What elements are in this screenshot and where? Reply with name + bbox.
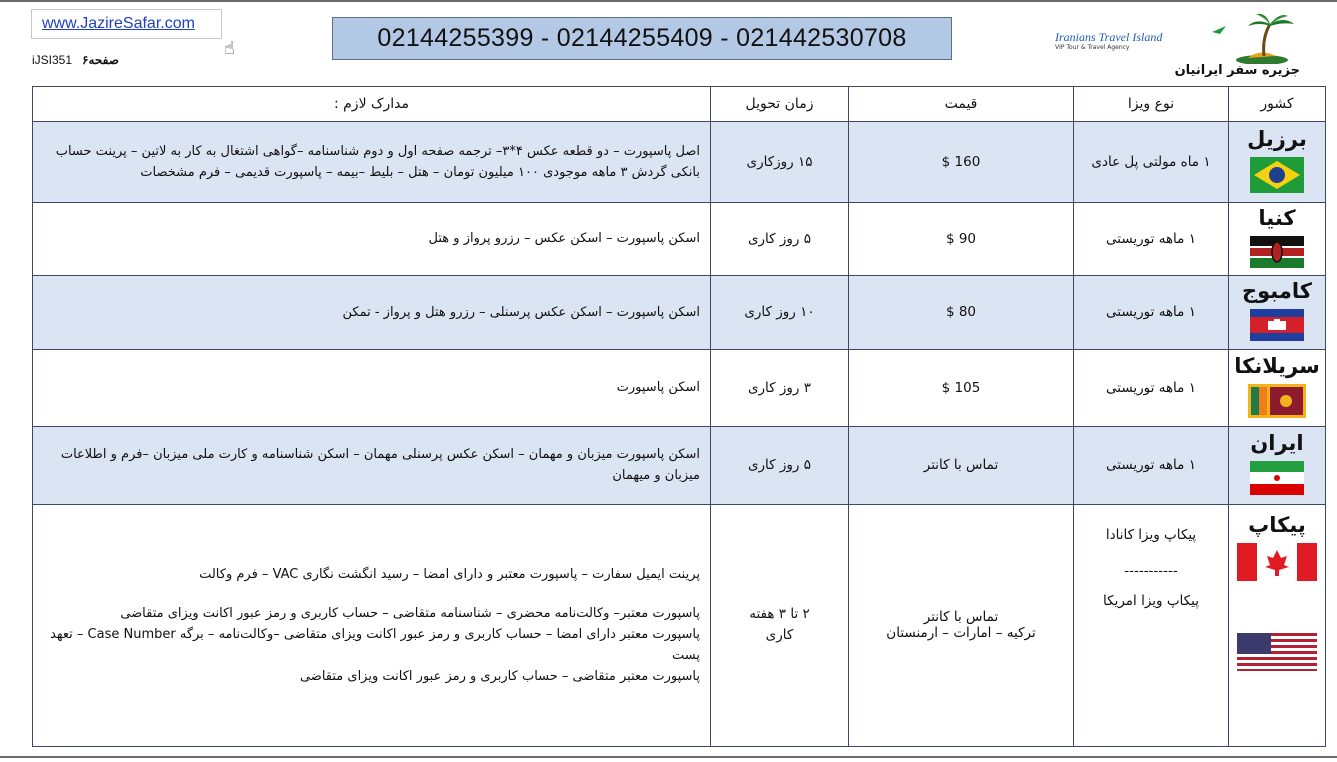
table-row xyxy=(33,276,1326,349)
visa-type-cell: ۱ ماهه توریستی xyxy=(1074,427,1229,504)
hand-cursor-icon: ☝ xyxy=(224,38,235,59)
documents-cell: اسکن پاسپورت – اسکن عکس – رزرو پرواز و هتل xyxy=(33,202,711,275)
usa-flag-icon xyxy=(1237,633,1317,671)
brazil-flag-icon xyxy=(1250,157,1304,193)
phone-numbers: 02144255399 - 02144255409 - 021442530708 xyxy=(332,17,952,60)
visa-type-cell: ۱ ماهه توریستی xyxy=(1074,349,1229,426)
website-link[interactable]: www.JazireSafar.com xyxy=(42,15,195,32)
documents-cell xyxy=(33,504,711,747)
table-header-row xyxy=(33,87,1326,122)
header-country: کشور xyxy=(1229,87,1326,122)
pickup-canada-label: پیکاپ ویزا کانادا xyxy=(1105,526,1197,543)
pickup-delivery: ۲ تا ۳ هفته کاری xyxy=(749,606,810,644)
logo-subtitle: VIP Tour & Travel Agency xyxy=(1055,44,1130,51)
logo-persian: جزیره سفر ایرانیان xyxy=(1174,63,1300,78)
delivery-cell: ۵ روز کاری xyxy=(711,202,849,275)
documents-cell: اسکن پاسپورت xyxy=(33,349,711,426)
pickup-price-line1: تماس با کانتر xyxy=(923,609,999,626)
pickup-separator: ----------- xyxy=(1124,562,1178,579)
header-documents: مدارک لازم : xyxy=(33,87,711,122)
documents-cell: اسکن پاسپورت – اسکن عکس پرسنلی – رزرو هتل و پرواز - تمکن xyxy=(33,276,711,349)
country-name: سریلانکا xyxy=(1234,353,1320,378)
table-row xyxy=(33,504,1326,747)
bottom-rule xyxy=(0,756,1337,758)
price-cell: 90 $ xyxy=(849,202,1074,275)
pickup-doc-line: پرینت ایمیل سفارت – پاسپورت معتبر و دارای امضا – رسید انگشت نگاری VAC – فرم وکالت xyxy=(199,566,700,582)
country-name: کامبوج xyxy=(1242,279,1312,304)
pickup-doc-line: پاسپورت معتبر متقاضی – حساب کاربری و رمز عبور اکانت ویزای متقاضی xyxy=(299,668,700,684)
header-delivery: زمان تحویل xyxy=(711,87,849,122)
delivery-cell: ۱۵ روزکاری xyxy=(711,122,849,202)
price-cell xyxy=(849,504,1074,747)
delivery-cell: ۵ روز کاری xyxy=(711,427,849,504)
canada-flag-icon xyxy=(1237,543,1317,581)
country-name: ایران xyxy=(1250,431,1304,456)
country-cell xyxy=(1229,349,1326,426)
table-row xyxy=(33,202,1326,275)
logo-english: Iranians Travel Island xyxy=(1055,30,1163,44)
visa-type-cell: ۱ ماه مولتی پل عادی xyxy=(1074,122,1229,202)
pickup-usa-label: پیکاپ ویزا امریکا xyxy=(1103,592,1199,609)
price-cell: تماس با کانتر xyxy=(849,427,1074,504)
country-name: کنیا xyxy=(1258,205,1296,230)
country-cell xyxy=(1229,202,1326,275)
country-cell xyxy=(1229,427,1326,504)
delivery-cell: ۳ روز کاری xyxy=(711,349,849,426)
price-cell: 80 $ xyxy=(849,276,1074,349)
delivery-cell xyxy=(711,504,849,747)
country-cell xyxy=(1229,504,1326,747)
cambodia-flag-icon xyxy=(1250,309,1304,341)
doc-code: iJSI351 xyxy=(32,53,73,67)
iran-flag-icon xyxy=(1250,461,1304,495)
page-code xyxy=(32,53,119,67)
visa-type-cell: ۱ ماهه توریستی xyxy=(1074,202,1229,275)
documents-cell: اسکن پاسپورت میزبان و مهمان – اسکن عکس پرسنلی مهمان – اسکن شناسنامه و کارت ملی میزبان –فرم و اطلاعات میزبان و میهمان xyxy=(33,427,711,504)
pickup-doc-line: پاسپورت معتبر– وکالت‌نامه محضری – شناسنامه متقاضی – حساب کاربری و رمز عبور اکانت ویزای متقاضی xyxy=(120,605,700,621)
country-cell xyxy=(1229,122,1326,202)
visa-table xyxy=(32,86,1326,747)
pickup-doc-line: پاسپورت معتبر دارای امضا – حساب کاربری و رمز عبور اکانت ویزای متقاضی –وکالت‌نامه – برگه Case Number – تعهد پست xyxy=(50,626,700,663)
kenya-flag-icon xyxy=(1250,236,1304,268)
header-visa-type: نوع ویزا xyxy=(1074,87,1229,122)
top-rule xyxy=(0,0,1337,2)
country-name: پیکاپ xyxy=(1248,512,1306,537)
country-name: برزیل xyxy=(1247,126,1307,151)
palm-tree-icon xyxy=(1190,12,1302,64)
pickup-price-line2: ترکیه – امارات – ارمنستان xyxy=(886,625,1036,642)
table-row xyxy=(33,427,1326,504)
country-cell xyxy=(1229,276,1326,349)
visa-type-cell: ۱ ماهه توریستی xyxy=(1074,276,1229,349)
website-box[interactable] xyxy=(31,9,222,39)
table-row xyxy=(33,122,1326,202)
delivery-cell: ۱۰ روز کاری xyxy=(711,276,849,349)
page-number: صفحه۶ xyxy=(82,53,119,67)
price-cell: 160 $ xyxy=(849,122,1074,202)
header-price: قیمت xyxy=(849,87,1074,122)
price-cell: 105 $ xyxy=(849,349,1074,426)
visa-type-cell xyxy=(1074,504,1229,747)
table-row xyxy=(33,349,1326,426)
documents-cell: اصل پاسپورت – دو قطعه عکس ۴*۳– ترجمه صفحه اول و دوم شناسنامه –گواهی اشتغال به کار به لاتین – پرینت حساب بانکی گردش ۳ ماهه موجودی ۱۰۰ میلیون تومان – هتل – بلیط –بیمه – پاسپورت قدیمی – فرم مشخصات xyxy=(33,122,711,202)
srilanka-flag-icon xyxy=(1248,384,1306,418)
agency-logo xyxy=(1040,12,1302,84)
